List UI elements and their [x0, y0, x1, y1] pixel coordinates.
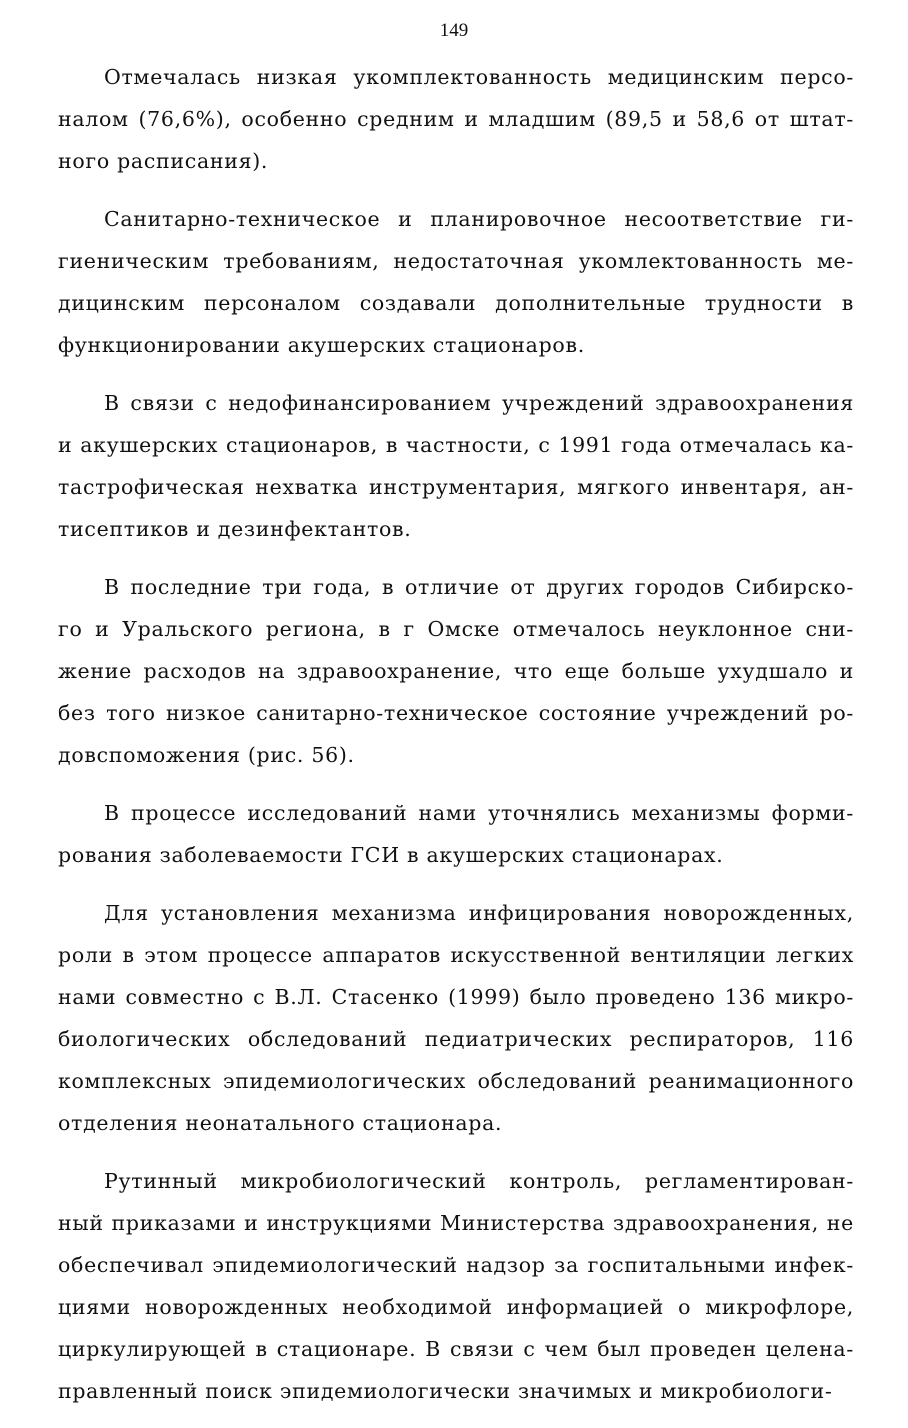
paragraph [58, 1160, 854, 1412]
text-line: нами совместно с В.Л. Стасенко (1999) было проведено 136 микро- [58, 985, 854, 1009]
text-line: В связи с недофинансированием учреждений здравоохранения [104, 391, 854, 415]
text-line: Рутинный микробиологический контроль, регламентирован- [104, 1169, 854, 1193]
text-line: В последние три года, в отличие от других городов Сибирско- [104, 575, 854, 599]
text-line: жение расходов на здравоохранение, что еще больше ухудшало и [58, 659, 854, 683]
text-line: циркулирующей в стационаре. В связи с чем был проведен целена- [58, 1337, 854, 1361]
paragraph [58, 198, 854, 366]
text-line: биологических обследований педиатрических респираторов, 116 [58, 1027, 854, 1051]
paragraph [58, 792, 854, 876]
text-line: налом (76,6%), особенно средним и младшим (89,5 и 58,6 от штат- [58, 107, 854, 131]
text-line: функционировании акушерских стационаров. [58, 333, 585, 357]
text-line: Для установления механизма инфицирования новорожденных, [104, 901, 854, 925]
paragraph [58, 566, 854, 776]
text-line: обеспечивал эпидемиологический надзор за госпитальными инфек- [58, 1253, 854, 1277]
text-line: рования заболеваемости ГСИ в акушерских стационарах. [58, 843, 724, 867]
body-text [58, 56, 854, 1428]
text-line: ный приказами и инструкциями Министерства здравоохранения, не [58, 1211, 854, 1235]
text-line: довспоможения (рис. 56). [58, 743, 355, 767]
text-line: без того низкое санитарно-техническое состояние учреждений ро- [58, 701, 854, 725]
text-line: Санитарно-техническое и планировочное несоответствие ги- [104, 207, 854, 231]
text-line: тисептиков и дезинфектантов. [58, 517, 412, 541]
text-line: ного расписания). [58, 149, 269, 173]
paragraph [58, 382, 854, 550]
text-line: дицинским персоналом создавали дополнительные трудности в [58, 291, 854, 315]
text-line: и акушерских стационаров, в частности, с 1991 года отмечалась ка- [58, 433, 854, 457]
text-line: правленный поиск эпидемиологически значимых и микробиологи- [58, 1379, 833, 1403]
paragraph [58, 892, 854, 1144]
text-line: тастрофическая нехватка инструментария, мягкого инвентаря, ан- [58, 475, 854, 499]
text-line: Отмечалась низкая укомплектованность медицинским персо- [104, 65, 854, 89]
text-line: роли в этом процессе аппаратов искусственной вентиляции легких [58, 943, 854, 967]
text-line: го и Уральского региона, в г Омске отмечалось неуклонное сни- [58, 617, 854, 641]
text-line: В процессе исследований нами уточнялись механизмы форми- [104, 801, 854, 825]
page-number: 149 [439, 20, 469, 41]
text-line: комплексных эпидемиологических обследований реанимационного [58, 1069, 854, 1093]
paragraph [58, 56, 854, 182]
text-line: гиеническим требованиям, недостаточная укомлектованность ме- [58, 249, 854, 273]
text-line: отделения неонатального стационара. [58, 1111, 503, 1135]
text-line: циями новорожденных необходимой информацией о микрофлоре, [58, 1295, 854, 1319]
